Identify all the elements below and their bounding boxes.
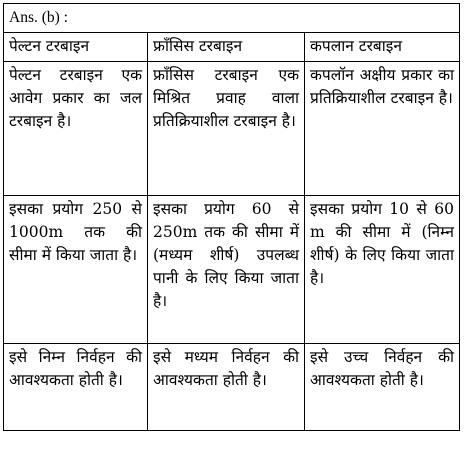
turbine-comparison-table xyxy=(3,3,460,431)
table-row xyxy=(4,62,460,196)
cell-francis-discharge: इसे मध्यम निर्वहन की आवश्यकता होती है। xyxy=(148,344,305,431)
cell-pelton-head: इसका प्रयोग 250 से 1000m तक की सीमा में किया जाता है। xyxy=(4,196,148,344)
header-row xyxy=(4,33,460,62)
header-kaplan: कपलान टरबाइन xyxy=(305,33,460,62)
answer-container xyxy=(3,3,459,452)
cell-kaplan-type: कपलॉन अक्षीय प्रकार का प्रतिक्रियाशील टरबाइन है। xyxy=(305,62,460,196)
answer-label: Ans. (b) : xyxy=(4,4,460,33)
cell-pelton-type: पेल्टन टरबाइन एक आवेग प्रकार का जल टरबाइन है। xyxy=(4,62,148,196)
cell-kaplan-head: इसका प्रयोग 10 से 60 m की सीमा में (निम्न शीर्ष) के लिए किया जाता है। xyxy=(305,196,460,344)
cell-kaplan-discharge: इसे उच्च निर्वहन की आवश्यकता होती है। xyxy=(305,344,460,431)
cell-pelton-discharge: इसे निम्न निर्वहन की आवश्यकता होती है। xyxy=(4,344,148,431)
cell-francis-head: इसका प्रयोग 60 से 250m तक की सीमा में (मध्यम शीर्ष) उपलब्ध पानी के लिए किया जाता है। xyxy=(148,196,305,344)
table-row xyxy=(4,196,460,344)
cell-francis-type: फ्राँसिस टरबाइन एक मिश्रित प्रवाह वाला प्रतिक्रियाशील टरबाइन है। xyxy=(148,62,305,196)
header-francis: फ्राँसिस टरबाइन xyxy=(148,33,305,62)
table-row xyxy=(4,344,460,431)
header-pelton: पेल्टन टरबाइन xyxy=(4,33,148,62)
answer-label-row xyxy=(4,4,460,33)
